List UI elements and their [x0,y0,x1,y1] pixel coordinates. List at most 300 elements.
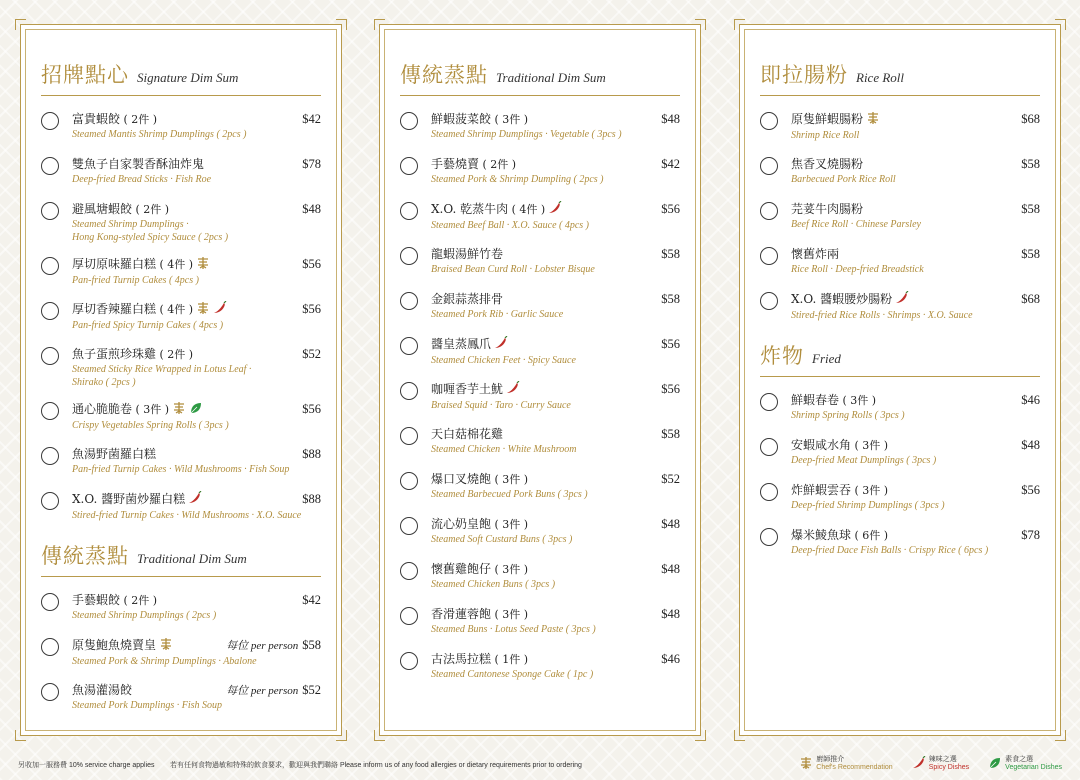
item-count: ( 4件 ) [156,258,194,271]
item-row [431,290,680,307]
per-person-en: per person [248,685,299,697]
item-row [791,155,1040,172]
select-item-radio[interactable] [41,157,59,175]
menu-item [400,335,680,369]
menu-item [41,591,321,625]
item-description-en: Deep-fried Shrimp Dumplings ( 3pcs ) [791,500,945,511]
per-person-label [226,640,298,652]
item-name [791,391,876,408]
select-item-radio[interactable] [400,337,418,355]
item-name-zh: 魚湯灌湯餃 [72,683,133,697]
item-price-value: $78 [1021,528,1040,542]
chili-pepper-icon [506,381,520,398]
menu-item [41,255,321,289]
panel-content [41,59,321,726]
item-description-en: Deep-fried Bread Sticks · Fish Roe [72,174,212,185]
menu-item [400,605,680,639]
item-price-value: $48 [1021,438,1040,452]
item-price [661,427,680,442]
item-name [72,445,156,462]
item-description-en: Barbecued Pork Rice Roll [791,174,896,185]
item-name-zh: 鮮蝦菠菜餃 [431,112,492,126]
legend-label-zh: 廚師推介 [816,756,845,763]
select-item-radio[interactable] [400,562,418,580]
select-item-radio[interactable] [41,683,59,701]
item-price [661,157,680,172]
item-description-en: Steamed Beef Ball · X.O. Sauce ( 4pcs ) [431,220,590,231]
item-row [72,445,321,462]
item-name-zh: 原隻鮑魚燒賣皇 [72,638,157,652]
menu-item [400,200,680,234]
item-price [1021,292,1040,307]
item-name-zh: 流心奶皇飽 [431,517,492,531]
item-name-zh: 手藝燒賣 [431,157,480,171]
menu-item [41,681,321,715]
item-name [72,490,202,508]
menu-item [400,380,680,414]
item-row [791,200,1040,217]
item-price [226,637,321,653]
item-description-en: Deep-fried Meat Dumplings ( 3pcs ) [791,455,937,466]
select-item-radio[interactable] [400,607,418,625]
section-title [41,540,321,577]
item-price-value: $88 [302,492,321,506]
item-name [791,245,839,262]
chef-recommendation-icon [172,401,186,418]
select-item-radio[interactable] [41,347,59,365]
item-count: ( 6件 ) [851,529,889,542]
item-row [791,481,1040,498]
item-description-en: Steamed Sticky Rice Wrapped in Lotus Leaf · Shirako ( 2pcs ) [72,364,252,388]
select-item-radio[interactable] [400,427,418,445]
item-name [791,290,909,308]
menu-item [760,155,1040,189]
menu-item [760,245,1040,279]
item-name-zh: 魚湯野菌羅白糕 [72,447,157,461]
select-item-radio[interactable] [760,202,778,220]
item-description-en: Steamed Barbecued Pork Buns ( 3pcs ) [431,489,588,500]
select-item-radio[interactable] [400,472,418,490]
menu-panel-1 [20,24,342,736]
item-name [72,200,169,217]
menu-item [41,300,321,334]
item-price [1021,157,1040,172]
item-description-en: Steamed Pork & Shrimp Dumplings · Abalone [72,656,257,667]
item-price-value: $58 [661,292,680,306]
menu-section [760,340,1040,560]
item-row [431,470,680,487]
item-name [791,481,888,498]
item-name [431,155,516,172]
menu-item [760,110,1040,144]
item-description-en: Steamed Chicken · White Mushroom [431,444,577,455]
select-item-radio[interactable] [41,257,59,275]
menu-item [400,245,680,279]
select-item-radio[interactable] [760,528,778,546]
menu-item [400,155,680,189]
chili-pepper-icon [494,336,508,353]
item-row [72,255,321,273]
item-row [431,560,680,577]
item-name [431,110,528,127]
section-title-zh: 即拉腸粉 [760,63,848,87]
item-price-value: $88 [302,447,321,461]
select-item-radio[interactable] [400,517,418,535]
item-row [431,425,680,442]
item-name-zh: 手藝蝦餃 [72,593,121,607]
item-row [72,300,321,318]
item-price [661,112,680,127]
item-row [72,110,321,127]
item-name [791,526,888,543]
select-item-radio[interactable] [41,302,59,320]
item-count: ( 3件 ) [491,113,529,126]
item-description-en: Pan-fried Turnip Cakes · Wild Mushrooms · Fish Soup [72,464,290,475]
menu-section [41,540,321,715]
item-name [72,591,157,608]
item-name [72,155,204,172]
item-name-zh: 避風塘蝦餃 [72,202,133,216]
item-price-value: $46 [1021,393,1040,407]
select-item-radio[interactable] [400,292,418,310]
item-name [72,345,193,362]
item-description-en: Crispy Vegetables Spring Rolls ( 3pcs ) [72,420,229,431]
menu-panel-2 [379,24,701,736]
item-description-en: Steamed Pork Rib · Garlic Sauce [431,309,564,320]
item-price-value: $56 [661,337,680,351]
item-count: ( 3件 ) [491,563,529,576]
item-row [72,636,321,654]
item-name-zh: 爆口叉燒飽 [431,472,492,486]
item-row [431,515,680,532]
select-item-radio[interactable] [41,202,59,220]
item-row [431,650,680,667]
leaf-icon [189,401,203,418]
menu-section [760,59,1040,324]
item-name [791,155,863,172]
item-price [302,302,321,317]
menu-item [400,290,680,324]
item-name-zh: 芫荽牛肉腸粉 [791,202,864,216]
item-price [302,157,321,172]
menu-item [41,200,321,244]
select-item-radio[interactable] [41,112,59,130]
section-title [760,59,1040,96]
item-price [302,492,321,507]
item-count: ( 2件 ) [479,158,517,171]
item-count: ( 4件 ) [156,303,194,316]
panel-content [760,59,1040,571]
chili-pepper-icon [895,291,909,308]
item-name-zh: 懷舊雞飽仔 [431,562,492,576]
item-name-zh: 通心脆脆卷 [72,402,133,416]
select-item-radio[interactable] [400,652,418,670]
select-item-radio[interactable] [760,157,778,175]
item-price [302,593,321,608]
select-item-radio[interactable] [760,438,778,456]
item-description-en: Steamed Shrimp Dumplings · Hong Kong-styled Spicy Sauce ( 2pcs ) [72,219,229,243]
select-item-radio[interactable] [760,483,778,501]
service-charge-note: 另收加一服務費 10% service charge applies [18,762,155,769]
item-price-value: $52 [302,683,321,697]
item-count: ( 3件 ) [491,518,529,531]
item-price [302,202,321,217]
item-price-value: $58 [1021,157,1040,171]
item-count: ( 3件 ) [491,608,529,621]
item-name-zh: 富貴蝦餃 [72,112,121,126]
section-title-zh: 傳統蒸點 [41,544,129,568]
legend-label-en: Spicy Dishes [928,764,970,771]
item-description-en: Braised Bean Curd Roll · Lobster Bisque [431,264,595,275]
item-row [431,335,680,353]
icon-legend [796,756,1062,772]
item-description-en: Pan-fried Turnip Cakes ( 4pcs ) [72,275,199,286]
chef-recommendation-icon [866,111,880,128]
section-title-en: Traditional Dim Sum [496,70,606,85]
item-count: ( 3件 ) [839,394,877,407]
item-row [431,155,680,172]
item-description-en: Steamed Cantonese Sponge Cake ( 1pc ) [431,669,594,680]
chili-pepper-icon [213,301,227,318]
menu-item [760,391,1040,425]
item-row [72,155,321,172]
item-price-value: $56 [1021,483,1040,497]
select-item-radio[interactable] [41,447,59,465]
chili-pepper-icon [912,756,926,772]
item-price [661,517,680,532]
menu-panel-3 [739,24,1061,736]
legend-label [816,756,892,772]
item-price [661,382,680,397]
item-name [72,400,203,418]
item-name-zh: 天白菇棉花雞 [431,427,504,441]
select-item-radio[interactable] [400,202,418,220]
legend-item [985,756,1062,772]
item-price [661,472,680,487]
chef-recommendation-icon [196,301,210,318]
item-name [431,245,503,262]
item-price-value: $42 [661,157,680,171]
item-name-zh: 爆米鯪魚球 [791,528,852,542]
item-price-value: $48 [661,562,680,576]
legend-label [1005,756,1062,772]
select-item-radio[interactable] [760,393,778,411]
menu-section [41,59,321,524]
item-name-zh: X.O. 醬野菌炒羅白糕 [72,492,186,506]
menu-item [41,400,321,434]
item-row [72,490,321,508]
item-price-value: $58 [661,427,680,441]
item-price-value: $68 [1021,112,1040,126]
item-price-value: $78 [302,157,321,171]
item-description-en: Steamed Pork Dumplings · Fish Soup [72,700,222,711]
item-name-zh: X.O. 乾蒸牛肉 [431,202,509,216]
item-name-zh: 厚切香辣羅白糕 [72,302,157,316]
item-name-zh: 炸鮮蝦雲吞 [791,483,852,497]
item-count: ( 3件 ) [491,473,529,486]
section-title [400,59,680,96]
item-name [431,470,528,487]
section-title-zh: 傳統蒸點 [400,63,488,87]
item-price-value: $52 [661,472,680,486]
legend-label-zh: 辣味之選 [928,756,957,763]
menu-item [41,445,321,479]
item-count: ( 2件 ) [156,348,194,361]
item-description-en: Rice Roll · Deep-fried Breadstick [791,264,924,275]
chef-recommendation-icon [196,256,210,273]
chili-pepper-icon [548,201,562,218]
menu-item [400,110,680,144]
item-count: ( 3件 ) [132,403,170,416]
item-price-value: $58 [661,247,680,261]
item-description-en: Steamed Buns · Lotus Seed Paste ( 3pcs ) [431,624,596,635]
item-price [1021,247,1040,262]
legend-item [909,756,969,772]
menu-item [41,636,321,670]
item-name [431,605,528,622]
item-price-value: $48 [302,202,321,216]
item-price-value: $52 [302,347,321,361]
item-name-zh: 龍蝦湯鮮竹卷 [431,247,504,261]
item-name-zh: 魚子蛋煎珍珠雞 [72,347,157,361]
item-description-en: Shrimp Spring Rolls ( 3pcs ) [791,410,905,421]
item-name-zh: 香滑蓮蓉飽 [431,607,492,621]
item-price-value: $68 [1021,292,1040,306]
item-name [431,650,528,667]
item-price-value: $56 [302,257,321,271]
item-price-value: $42 [302,112,321,126]
per-person-zh: 每位 [226,685,249,697]
panel-content [400,59,680,695]
select-item-radio[interactable] [400,247,418,265]
item-price [302,402,321,417]
section-title [41,59,321,96]
item-row [431,200,680,218]
item-price [661,202,680,217]
item-row [431,605,680,622]
item-row [72,591,321,608]
menu-item [400,515,680,549]
item-price [1021,438,1040,453]
item-description-en: Stired-fried Rice Rolls · Shrimps · X.O. Sauce [791,310,973,321]
item-description-en: Steamed Chicken Buns ( 3pcs ) [431,579,556,590]
item-count: ( 3件 ) [851,484,889,497]
item-price [1021,112,1040,127]
section-title-zh: 炸物 [760,344,804,368]
section-title-zh: 招牌點心 [41,63,129,87]
section-title-en: Signature Dim Sum [137,70,239,85]
legend-label-en: Chef's Recommendation [816,764,893,771]
item-description-en: Braised Squid · Taro · Curry Sauce [431,400,571,411]
legend-item [796,756,892,772]
item-row [791,110,1040,128]
footer [18,756,1062,776]
item-description-en: Deep-fried Dace Fish Balls · Crispy Rice ( 6pcs ) [791,545,989,556]
item-name [431,200,562,218]
item-price-value: $48 [661,607,680,621]
item-price-value: $56 [302,402,321,416]
select-item-radio[interactable] [41,492,59,510]
per-person-label [226,685,298,697]
item-price [1021,202,1040,217]
item-price [661,292,680,307]
item-count: ( 2件 ) [132,203,170,216]
item-name [791,436,888,453]
item-description-en: Beef Rice Roll · Chinese Parsley [791,219,921,230]
select-item-radio[interactable] [400,382,418,400]
menu-item [400,560,680,594]
select-item-radio[interactable] [400,157,418,175]
item-name [431,380,520,398]
item-row [431,245,680,262]
item-row [791,526,1040,543]
item-name [72,110,157,127]
item-name [431,335,508,353]
select-item-radio[interactable] [760,112,778,130]
item-price-value: $48 [661,517,680,531]
select-item-radio[interactable] [41,402,59,420]
item-row [791,436,1040,453]
leaf-icon [988,756,1002,772]
item-price-value: $56 [302,302,321,316]
item-price [302,112,321,127]
select-item-radio[interactable] [41,638,59,656]
item-count: ( 2件 ) [120,594,158,607]
item-row [431,380,680,398]
legend-label-zh: 素食之選 [1005,756,1034,763]
item-name-zh: 懷舊炸兩 [791,247,840,261]
item-name [72,636,173,654]
item-description-en: Steamed Mantis Shrimp Dumplings ( 2pcs ) [72,129,247,140]
select-item-radio[interactable] [400,112,418,130]
chef-recommendation-icon [159,637,173,654]
select-item-radio[interactable] [760,292,778,310]
item-price [302,257,321,272]
menu-item [41,110,321,144]
menu-item [400,425,680,459]
item-count: ( 4件 ) [508,203,546,216]
item-name [791,200,863,217]
per-person-zh: 每位 [226,640,249,652]
item-price [302,347,321,362]
item-row [791,245,1040,262]
item-name-zh: 醬皇蒸鳳爪 [431,337,492,351]
menu-item [760,526,1040,560]
item-row [72,200,321,217]
item-row [791,290,1040,308]
menu-item [760,200,1040,234]
menu-item [400,470,680,504]
select-item-radio[interactable] [760,247,778,265]
select-item-radio[interactable] [41,593,59,611]
item-description-en: Shrimp Rice Roll [791,130,860,141]
item-name-zh: 金銀蒜蒸排骨 [431,292,504,306]
item-name-zh: 咖喱香芋土魷 [431,382,504,396]
item-price-value: $56 [661,202,680,216]
item-name-zh: 古法馬拉糕 [431,652,492,666]
item-count: ( 2件 ) [120,113,158,126]
item-name [431,560,528,577]
item-description-en: Pan-fried Spicy Turnip Cakes ( 4pcs ) [72,320,224,331]
item-price-value: $56 [661,382,680,396]
item-name [431,290,503,307]
item-name-zh: 厚切原味羅白糕 [72,257,157,271]
item-row [72,681,321,698]
item-count: ( 1件 ) [491,653,529,666]
item-price-value: $48 [661,112,680,126]
item-name-zh: X.O. 醬蝦腰炒腸粉 [791,292,893,306]
item-price-value: $58 [1021,247,1040,261]
